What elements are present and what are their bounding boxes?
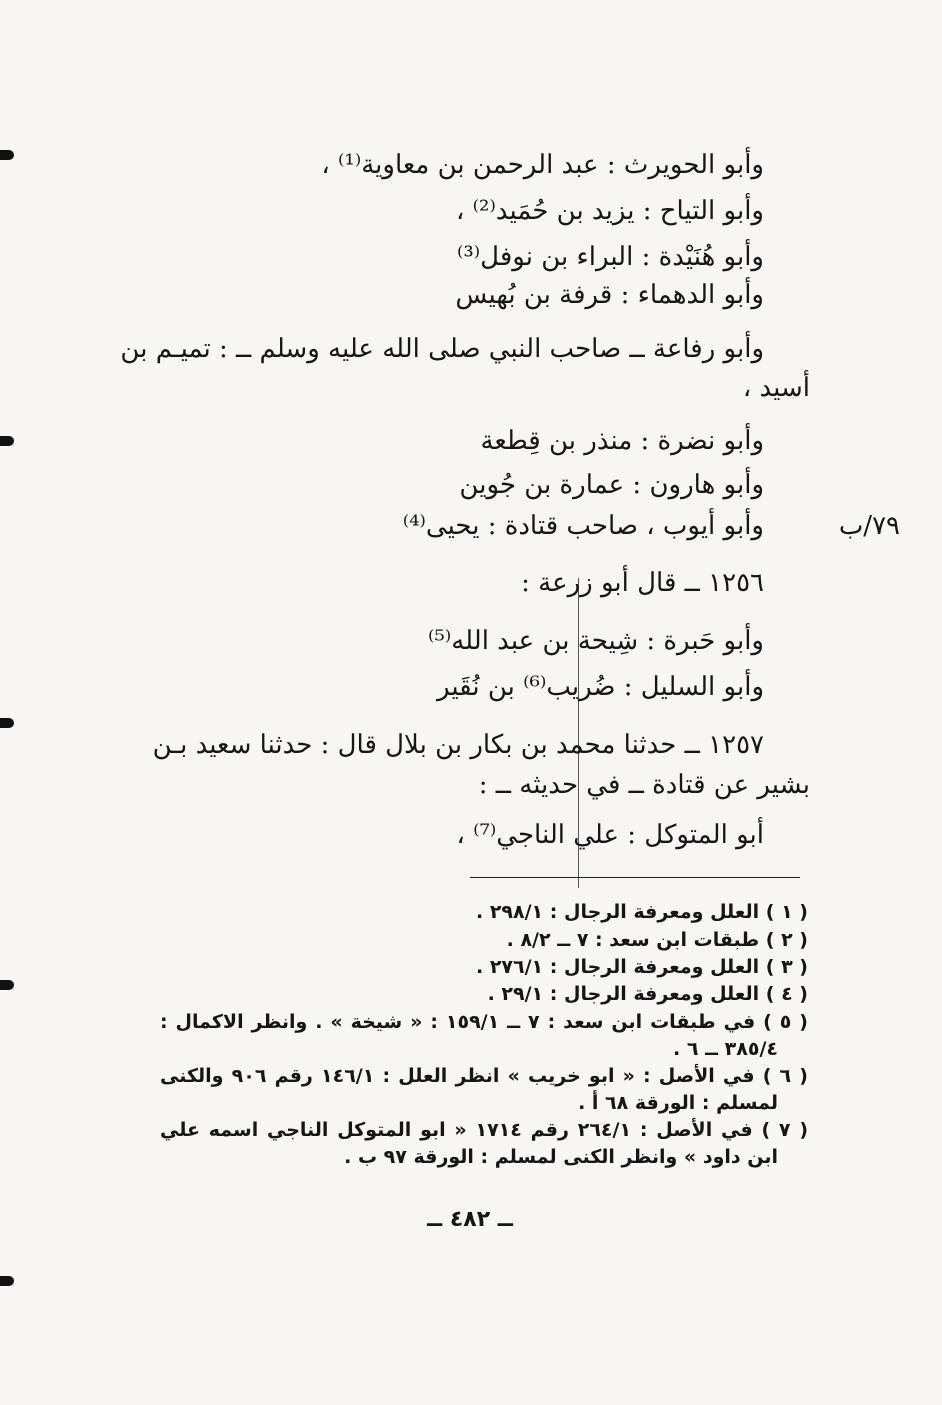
footnote: ( ٦ ) في الأصل : « ابو خريب » انظر العلل : ١٤٦/١ رقم ٩٠٦ والكنى bbox=[160, 1065, 808, 1087]
section-heading: ١٢٥٦ ــ قال أبو زرعة : bbox=[521, 568, 764, 598]
binding-mark bbox=[0, 1276, 14, 1286]
binding-mark bbox=[0, 436, 14, 446]
footnote-continuation: ٣٨٥/٤ ــ ٦ . bbox=[673, 1038, 778, 1060]
footnote: ( ١ ) العلل ومعرفة الرجال : ٢٩٨/١ . bbox=[475, 901, 808, 923]
body-line: بشير عن قتادة ــ في حديثه ــ : bbox=[478, 770, 810, 800]
footnote: ( ٤ ) العلل ومعرفة الرجال : ٢٩/١ . bbox=[487, 983, 808, 1005]
body-line: وأبو التياح : يزيد بن حُمَيد⁽²⁾ ، bbox=[455, 196, 764, 226]
body-line: وأبو حَبرة : شِيحة بن عبد الله⁽⁵⁾ bbox=[428, 626, 764, 656]
body-line: وأبو الحويرث : عبد الرحمن بن معاوية⁽¹⁾ ، bbox=[321, 150, 764, 180]
folio-margin-note: ٧٩/ب bbox=[838, 511, 900, 541]
footnote: ( ٢ ) طبقات ابن سعد : ٧ ــ ٨/٢ . bbox=[506, 929, 808, 951]
page-number: ــ ٤٨٢ ــ bbox=[427, 1207, 513, 1232]
body-line: أبو المتوكل : علي الناجي⁽⁷⁾ ، bbox=[456, 820, 764, 850]
body-line: وأبو أيوب ، صاحب قتادة : يحيى⁽⁴⁾ bbox=[402, 511, 764, 541]
footnote: ( ٧ ) في الأصل : ٢٦٤/١ رقم ١٧١٤ « ابو المتوكل الناجي اسمه علي bbox=[160, 1119, 809, 1141]
body-line: وأبو هارون : عمارة بن جُوين bbox=[459, 470, 764, 500]
body-line: وأبو نضرة : منذر بن قِطعة bbox=[480, 426, 764, 456]
footnote-continuation: ابن داود » وانظر الكنى لمسلم : الورقة ٩٧ ب . bbox=[344, 1146, 778, 1168]
body-line: ١٢٥٧ ــ حدثنا محمد بن بكار بن بلال قال : حدثنا سعيد بـن bbox=[152, 730, 764, 760]
body-line: وأبو هُنَيْدة : البراء بن نوفل⁽³⁾ bbox=[456, 242, 764, 272]
body-line: أسيد ، bbox=[742, 373, 810, 403]
footnote-continuation: لمسلم : الورقة ٦٨ أ . bbox=[578, 1092, 778, 1114]
body-line: وأبو السليل : ضُريب⁽⁶⁾ بن نُقَير bbox=[436, 672, 764, 702]
footnote: ( ٣ ) العلل ومعرفة الرجال : ٢٧٦/١ . bbox=[475, 956, 808, 978]
binding-mark bbox=[0, 718, 14, 728]
binding-mark bbox=[0, 150, 14, 160]
body-line: وأبو الدهماء : قرفة بن بُهيس bbox=[455, 280, 764, 310]
footnote-separator bbox=[470, 877, 800, 878]
body-line: وأبو رفاعة ــ صاحب النبي صلى الله عليه وسلم ــ : تميـم بن bbox=[120, 334, 764, 364]
footnote: ( ٥ ) في طبقات ابن سعد : ٧ ــ ١٥٩/١ : « شيخة » . وانظر الاكمال : bbox=[160, 1011, 808, 1033]
binding-mark bbox=[0, 980, 14, 990]
